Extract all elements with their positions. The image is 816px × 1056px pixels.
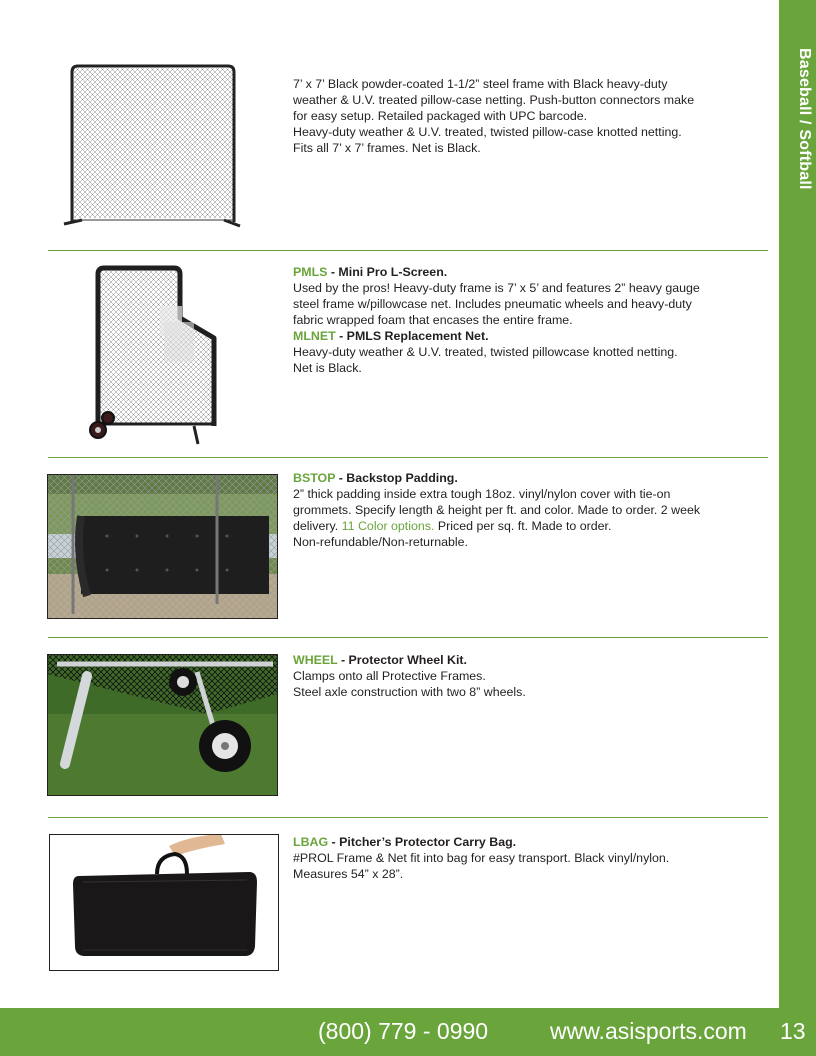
product-title: - Pitcher’s Protector Carry Bag. — [328, 835, 517, 849]
description-text: Priced per sq. ft. Made to order. — [434, 519, 612, 533]
description-line: Clamps onto all Protective Frames. — [293, 669, 486, 683]
category-label: Baseball / Softball — [796, 48, 813, 190]
product-wheel-description — [293, 652, 763, 700]
subproduct-code: MLNET — [293, 329, 336, 343]
square-frame-photo — [60, 62, 246, 232]
product-code: WHEEL — [293, 653, 338, 667]
description-line: Fits all 7’ x 7’ frames. Net is Black. — [293, 141, 481, 155]
description-line — [293, 518, 763, 534]
description-line: Used by the pros! Heavy-duty frame is 7’ x 5’ and features 2” heavy gauge — [293, 281, 700, 295]
color-options-link[interactable]: 11 Color options. — [341, 519, 435, 533]
description-line: Heavy-duty weather & U.V. treated, twisted pillowcase knotted netting. — [293, 345, 678, 359]
section-divider — [48, 817, 768, 818]
description-line: fabric wrapped foam that encases the entire frame. — [293, 313, 573, 327]
description-line: 2” thick padding inside extra tough 18oz. vinyl/nylon cover with tie-on — [293, 487, 671, 501]
product-pmls-description — [293, 264, 763, 376]
description-line: weather & U.V. treated pillow-case netting. Push-button connectors make — [293, 93, 695, 107]
description-line: steel frame w/pillowcase net. Includes pneumatic wheels and heavy-duty — [293, 297, 692, 311]
description-line: Non-refundable/Non-returnable. — [293, 535, 468, 549]
product-title-line — [293, 470, 763, 486]
product-title-line — [293, 834, 763, 850]
page-number: 13 — [780, 1018, 806, 1044]
wheel-kit-photo — [47, 654, 278, 796]
product-title-line — [293, 264, 763, 280]
product-lbag-description — [293, 834, 763, 882]
product-code: LBAG — [293, 835, 329, 849]
section-divider — [48, 637, 768, 638]
subproduct-title: - PMLS Replacement Net. — [335, 329, 489, 343]
description-line: 7’ x 7’ Black powder-coated 1-1/2” steel frame with Black heavy-duty — [293, 77, 668, 91]
product-title: - Mini Pro L-Screen. — [327, 265, 448, 279]
category-tab — [779, 0, 816, 1008]
phone-number[interactable]: (800) 779 - 0990 — [318, 1018, 489, 1044]
footer-bar — [0, 1008, 816, 1056]
description-line: Steel axle construction with two 8” wheels. — [293, 685, 526, 699]
website-link[interactable]: www.asisports.com — [550, 1018, 747, 1044]
description-line: for easy setup. Retailed packaged with UPC barcode. — [293, 109, 588, 123]
section-divider — [48, 457, 768, 458]
product-code: PMLS — [293, 265, 328, 279]
product-title: - Protector Wheel Kit. — [337, 653, 467, 667]
subproduct-title-line — [293, 328, 763, 344]
product-code: BSTOP — [293, 471, 336, 485]
product-title: - Backstop Padding. — [335, 471, 458, 485]
description-line: Heavy-duty weather & U.V. treated, twisted pillow-case knotted netting. — [293, 125, 682, 139]
description-line: #PROL Frame & Net fit into bag for easy transport. Black vinyl/nylon. — [293, 851, 670, 865]
section-divider — [48, 250, 768, 251]
carry-bag-photo — [49, 834, 279, 971]
product-frame-description — [293, 76, 763, 156]
product-bstop-description — [293, 470, 763, 550]
description-line: Net is Black. — [293, 361, 362, 375]
description-line: Measures 54” x 28”. — [293, 867, 404, 881]
description-text: delivery. — [293, 519, 342, 533]
description-line: grommets. Specify length & height per ft. and color. Made to order. 2 week — [293, 503, 701, 517]
l-screen-photo — [86, 262, 220, 446]
backstop-padding-photo — [47, 474, 278, 619]
product-title-line — [293, 652, 763, 668]
